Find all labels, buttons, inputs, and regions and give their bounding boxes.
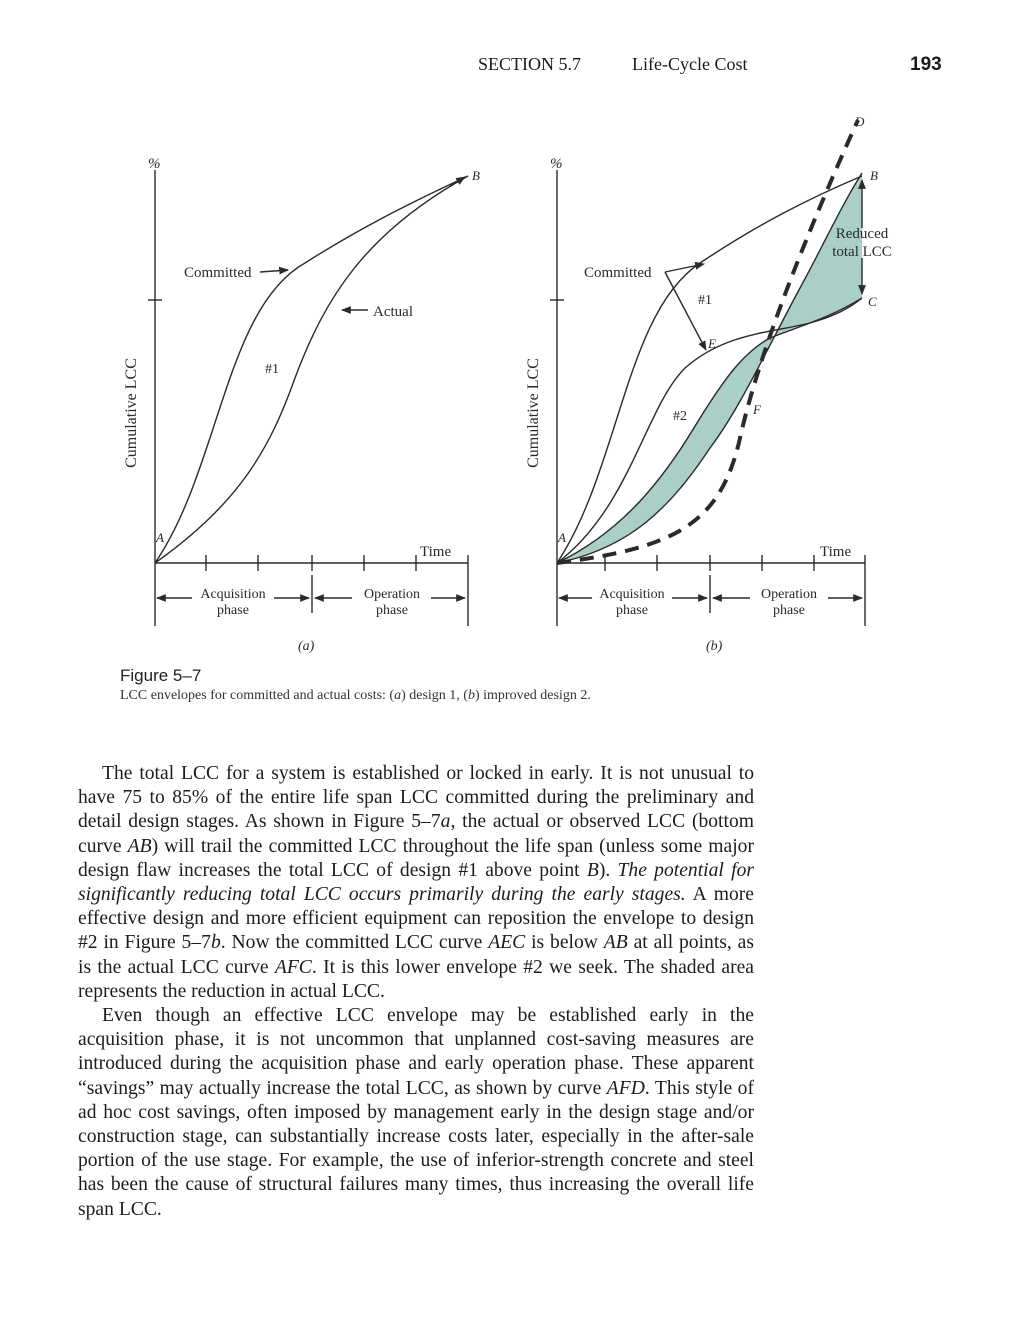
panel-b-point-b: B xyxy=(870,168,878,183)
running-header-title: Life-Cycle Cost xyxy=(632,54,748,74)
panel-a-phase2-line2: phase xyxy=(376,603,408,618)
panel-b-reduced-line2: total LCC xyxy=(832,244,892,260)
panel-b-phase2-line2: phase xyxy=(773,603,805,618)
panel-b-phase1-line2: phase xyxy=(616,603,648,618)
figure-label: Figure 5–7 xyxy=(120,666,202,685)
panel-b-phase2-line1: Operation xyxy=(761,587,817,602)
panel-b-sublabel: (b) xyxy=(706,639,723,654)
page-number: 193 xyxy=(910,54,942,75)
paragraph-1: The total LCC for a system is established or locked in early. It is not unusual to have 75 to 85% of the entire life span LCC committed during the preliminary and detail design stages. As shown in Figure 5–7a, the actual or observed LCC (bottom curve AB) will trail the committed LCC throughout the life span (unless some major design flaw increases the total LCC of design #1 above point B). The potential for significantly reducing total LCC occurs primarily during the early stages. A more effective design and more efficient equipment can reposition the envelope to design #2 in Figure 5–7b. Now the committed LCC curve AEC is below AB at all points, as is the actual LCC curve AFC. It is this lower envelope #2 we seek. The shaded area represents the reduction in actual LCC. xyxy=(78,763,754,1002)
panel-a-phase1-line1: Acquisition xyxy=(200,587,266,602)
panel-a-sublabel: (a) xyxy=(298,639,315,654)
panel-a-design-label: #1 xyxy=(265,362,279,377)
panel-a-phase2-line1: Operation xyxy=(364,587,420,602)
panel-b-design1-label: #1 xyxy=(698,293,712,308)
panel-b-committed-label: Committed xyxy=(584,265,652,281)
panel-a-committed-label: Committed xyxy=(184,265,252,281)
panel-b-y-unit: % xyxy=(550,156,563,172)
panel-a-actual-label: Actual xyxy=(373,304,413,320)
panel-a-time-label: Time xyxy=(420,544,452,560)
panel-a-committed-curve xyxy=(155,176,468,563)
panel-b-point-e: E xyxy=(708,336,716,351)
panel-a-actual-curve xyxy=(155,176,468,563)
paragraph-2: Even though an effective LCC envelope may be established early in the acquisition phase, it is not uncommon that unplanned cost-saving measures are introduced during the acquisition phase and early operation phase. These apparent “savings” may actually increase the total LCC, as shown by curve AFD. This style of ad hoc cost savings, often imposed by management early in the design stage and/or construction stage, can substantially increase costs later, especially in the after-sale portion of the use stage. For example, the use of inferior-strength concrete and steel has been the cause of structural failures many times, thus increasing the overall life span LCC. xyxy=(78,1005,755,1220)
panel-a-point-a: A xyxy=(156,530,164,545)
panel-b-point-d: D xyxy=(855,114,865,129)
panel-a-point-b: B xyxy=(472,168,480,183)
panel-b-phase1-line1: Acquisition xyxy=(599,587,665,602)
panel-a-y-unit: % xyxy=(148,156,161,172)
panel-a-phase1-line2: phase xyxy=(217,603,249,618)
panel-a-labels xyxy=(123,156,480,654)
panel-b-point-f: F xyxy=(753,402,761,417)
body-text xyxy=(78,762,754,1222)
figure-caption: LCC envelopes for committed and actual costs: (a) design 1, (b) improved design 2. xyxy=(120,688,591,703)
figure-5-7 xyxy=(110,108,910,658)
panel-b-point-c: C xyxy=(868,294,877,309)
panel-b-y-axis-label: Cumulative LCC xyxy=(525,358,542,468)
panel-b-time-label: Time xyxy=(820,544,852,560)
panel-b-design2-label: #2 xyxy=(673,409,687,424)
running-header-section: SECTION 5.7 xyxy=(478,54,581,74)
panel-b-labels xyxy=(525,114,892,654)
panel-b xyxy=(550,120,865,626)
panel-b-reduced-line1: Reduced xyxy=(835,226,889,242)
panel-a-y-axis-label: Cumulative LCC xyxy=(123,358,140,468)
panel-b-point-a: A xyxy=(558,530,566,545)
